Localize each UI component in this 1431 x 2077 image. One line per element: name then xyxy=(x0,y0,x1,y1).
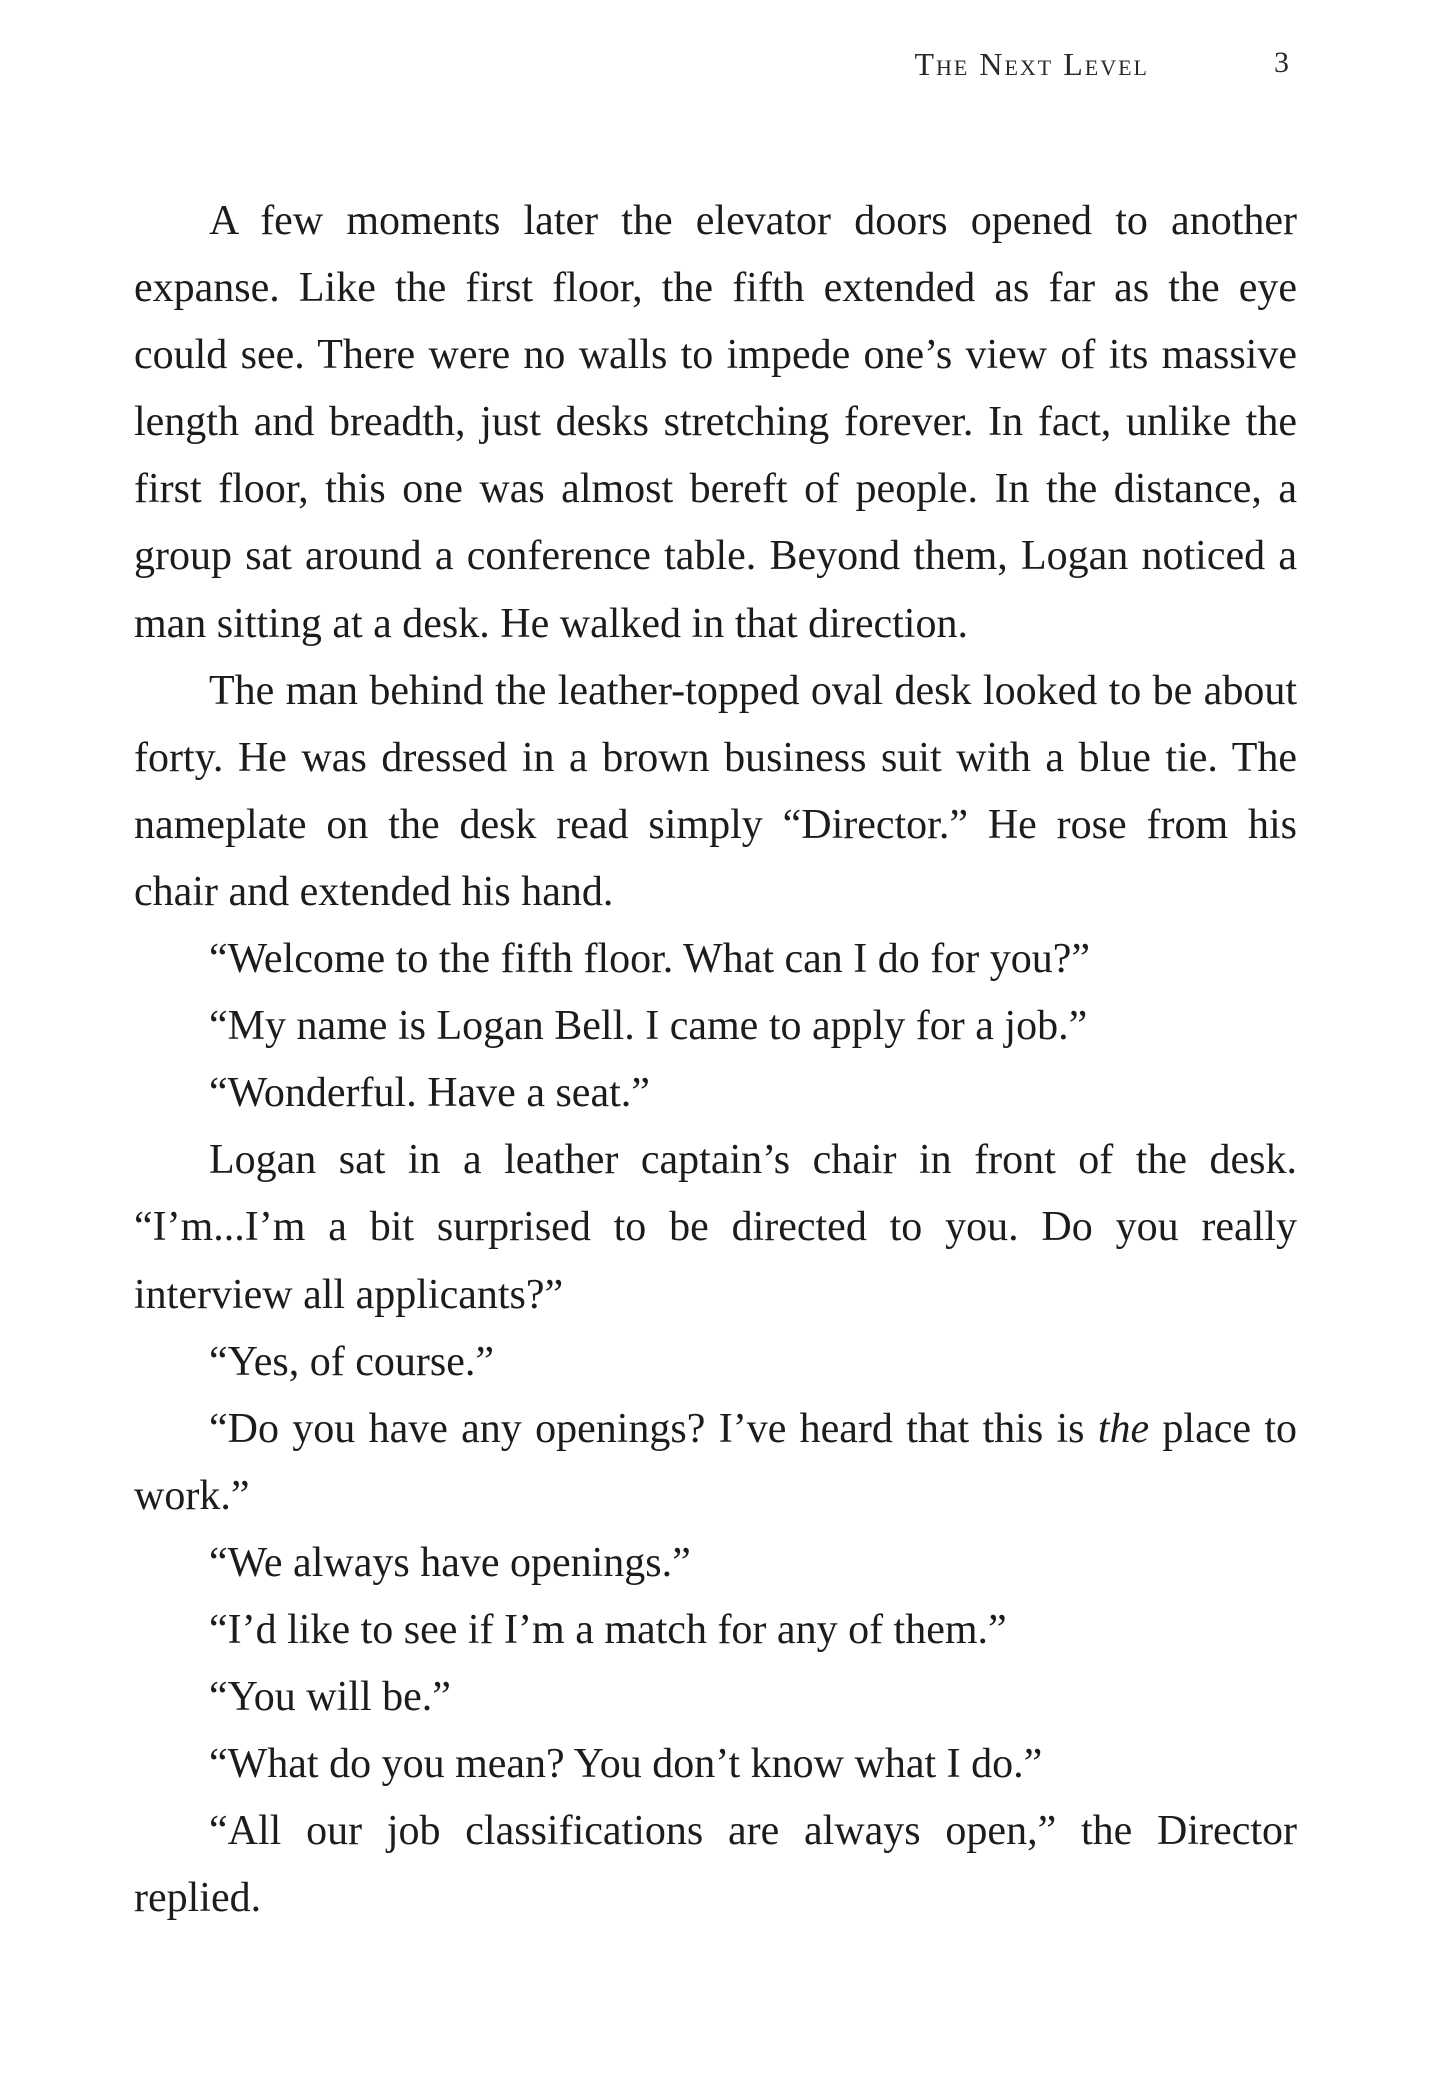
body-text xyxy=(134,188,1297,1932)
paragraph-director-description: The man behind the leather-topped oval desk looked to be about forty. He was dressed in a brown business suit with a blue tie. The nameplate on the desk read simply “Director.” He rose from his chair and extended his hand. xyxy=(134,667,1297,915)
paragraph-arrival: A few moments later the elevator doors opened to another expanse. Like the first floor, the fifth extended as far as the eye could see. There were no walls to impede one’s view of its massive length and breadth, just desks stretching forever. In fact, unlike the first floor, this one was almost bereft of people. In the distance, a group sat around a conference table. Beyond them, Logan noticed a man sitting at a desk. He walked in that direction. xyxy=(134,198,1297,647)
paragraph-yes-of-course: “Yes, of course.” xyxy=(209,1338,494,1385)
paragraph-classifications-open: “All our job classifications are always open,” the Director replied. xyxy=(134,1808,1297,1922)
page-number: 3 xyxy=(1274,46,1289,79)
paragraph-have-a-seat: “Wonderful. Have a seat.” xyxy=(209,1070,650,1117)
paragraph-what-do-you-mean: “What do you mean? You don’t know what I do.” xyxy=(209,1741,1043,1788)
openings-text-before: “Do you have any openings? I’ve heard that this is xyxy=(209,1405,1098,1452)
running-title: The Next Level xyxy=(914,46,1149,82)
running-head xyxy=(0,46,1431,90)
paragraph-interview-question: Logan sat in a leather captain’s chair in front of the desk. “I’m...I’m a bit surprised to be directed to you. Do you really interview all applicants?” xyxy=(134,1137,1297,1318)
paragraph-introduction: “My name is Logan Bell. I came to apply for a job.” xyxy=(209,1003,1088,1050)
paragraph-welcome: “Welcome to the fifth floor. What can I do for you?” xyxy=(209,936,1091,983)
paragraph-match: “I’d like to see if I’m a match for any of them.” xyxy=(209,1606,1007,1653)
paragraph-always-openings: “We always have openings.” xyxy=(209,1539,691,1586)
paragraph-openings-question xyxy=(134,1396,1297,1530)
paragraph-you-will-be: “You will be.” xyxy=(209,1674,451,1721)
emphasis-the: the xyxy=(1097,1405,1150,1452)
openings-text-after: place to work.” xyxy=(134,1405,1297,1519)
